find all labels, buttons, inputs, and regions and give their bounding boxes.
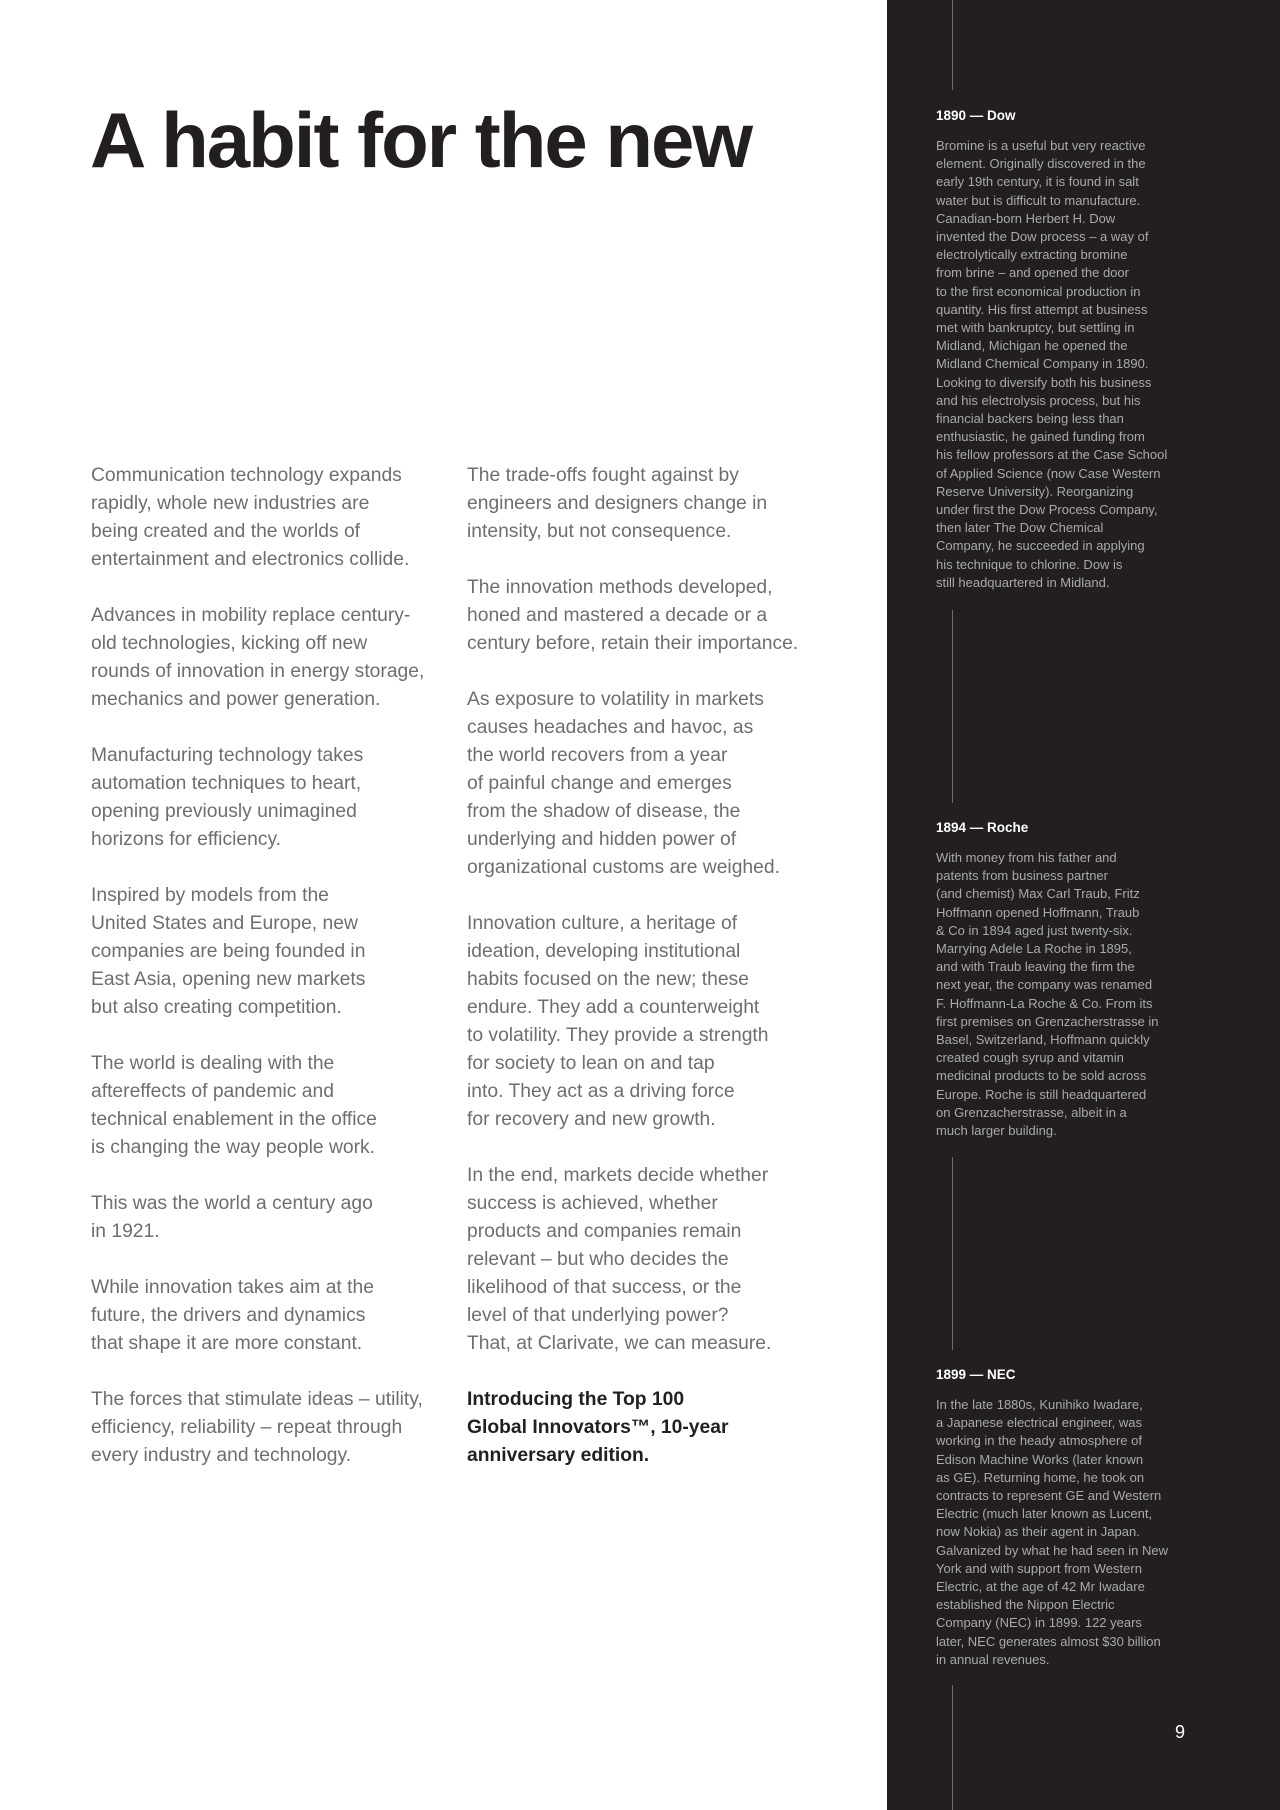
body-paragraph: Inspired by models from the United States and Europe, new companies are being founded in East Asia, opening new markets but also creating competition. (91, 885, 366, 1018)
body-paragraph: In the end, markets decide whether success is achieved, whether products and companies remain relevant – but who decides the likelihood of that success, or the level of that underlying power? That, at Clarivate, we can measure. (467, 1165, 772, 1354)
body-paragraph: Innovation culture, a heritage of ideation, developing institutional habits focused on the new; these endure. They add a counterweight to volatility. They provide a strength for society to lean on and tap into. They act as a driving force for recovery and new growth. (467, 913, 769, 1130)
body-paragraph: As exposure to volatility in markets causes headaches and havoc, as the world recovers from a year of painful change and emerges from the shadow of disease, the underlying and hidden power of organizational customs are weighed. (467, 689, 780, 878)
body-paragraph: The world is dealing with the aftereffects of pandemic and technical enablement in the office is changing the way people work. (91, 1053, 377, 1158)
body-paragraph: Manufacturing technology takes automation techniques to heart, opening previously unimagined horizons for efficiency. (91, 745, 364, 850)
body-paragraph: This was the world a century ago in 1921. (91, 1193, 373, 1242)
body-paragraph: The forces that stimulate ideas – utility, efficiency, reliability – repeat through every industry and technology. (91, 1389, 423, 1466)
body-column-right (467, 462, 827, 1498)
timeline-line (952, 1685, 953, 1810)
body-paragraph: Advances in mobility replace century- old technologies, kicking off new rounds of innovation in energy storage, mechanics and power generation. (91, 605, 425, 710)
closing-statement: Introducing the Top 100 Global Innovators™, 10-year anniversary edition. (467, 1389, 729, 1466)
timeline-entry-body: In the late 1880s, Kunihiko Iwadare, a Japanese electrical engineer, was working in the heady atmosphere of Edison Machine Works (later known as GE). Returning home, he took on contracts to represent GE and Western Electric (much later known as Lucent, now Nokia) as their agent in Japan. Galvanized by what he had seen in New York and with support from Western Electric, at the age of 42 Mr Iwadare established the Nippon Electric Company (NEC) in 1899. 122 years later, NEC generates almost $30 billion in annual revenues. (936, 1397, 1168, 1667)
timeline-entry-heading: 1890 — Dow (936, 108, 1016, 123)
timeline-sidebar (887, 0, 1280, 1810)
body-paragraph: The trade-offs fought against by engineers and designers change in intensity, but not consequence. (467, 465, 768, 542)
body-paragraph: While innovation takes aim at the future, the drivers and dynamics that shape it are more constant. (91, 1277, 374, 1354)
body-paragraph: The innovation methods developed, honed and mastered a decade or a century before, retain their importance. (467, 577, 799, 654)
page-number: 9 (1175, 1722, 1186, 1742)
timeline-entry-heading: 1899 — NEC (936, 1367, 1016, 1382)
timeline-entry-body: With money from his father and patents from business partner (and chemist) Max Carl Traub, Fritz Hoffmann opened Hoffmann, Traub & Co in 1894 aged just twenty-six. Marrying Adele La Roche in 1895, and with Traub leaving the firm the next year, the company was renamed F. Hoffmann-La Roche & Co. From its first premises on Grenzacherstrasse in Basel, Switzerland, Hoffmann quickly created cough syrup and vitamin medicinal products to be sold across Europe. Roche is still headquartered on Grenzacherstrasse, albeit in a much larger building. (936, 850, 1159, 1139)
timeline-entry-dow (936, 107, 1276, 592)
timeline-entry-nec (936, 1366, 1276, 1669)
body-paragraph: Communication technology expands rapidly, whole new industries are being created and the worlds of entertainment and electronics collide. (91, 465, 410, 570)
timeline-line (952, 0, 953, 90)
timeline-entry-body: Bromine is a useful but very reactive element. Originally discovered in the early 19th century, it is found in salt water but is difficult to manufacture. Canadian-born Herbert H. Dow invented the Dow process – a way of electrolytically extracting bromine from brine – and opened the door to the first economical production in quantity. His first attempt at business met with bankruptcy, but settling in Midland, Michigan he opened the Midland Chemical Company in 1890. Looking to diversify both his business and his electrolysis process, but his financial backers being less than enthusiastic, he gained funding from his fellow professors at the Case School of Applied Science (now Case Western Reserve University). Reorganizing under first the Dow Process Company, then later The Dow Chemical Company, he succeeded in applying his technique to chlorine. Dow is still headquartered in Midland. (936, 138, 1168, 590)
timeline-line (952, 1157, 953, 1350)
page-title: A habit for the new (90, 96, 752, 184)
timeline-line (952, 610, 953, 803)
body-column-left (91, 462, 441, 1498)
timeline-entry-heading: 1894 — Roche (936, 820, 1029, 835)
timeline-entry-roche (936, 819, 1276, 1140)
